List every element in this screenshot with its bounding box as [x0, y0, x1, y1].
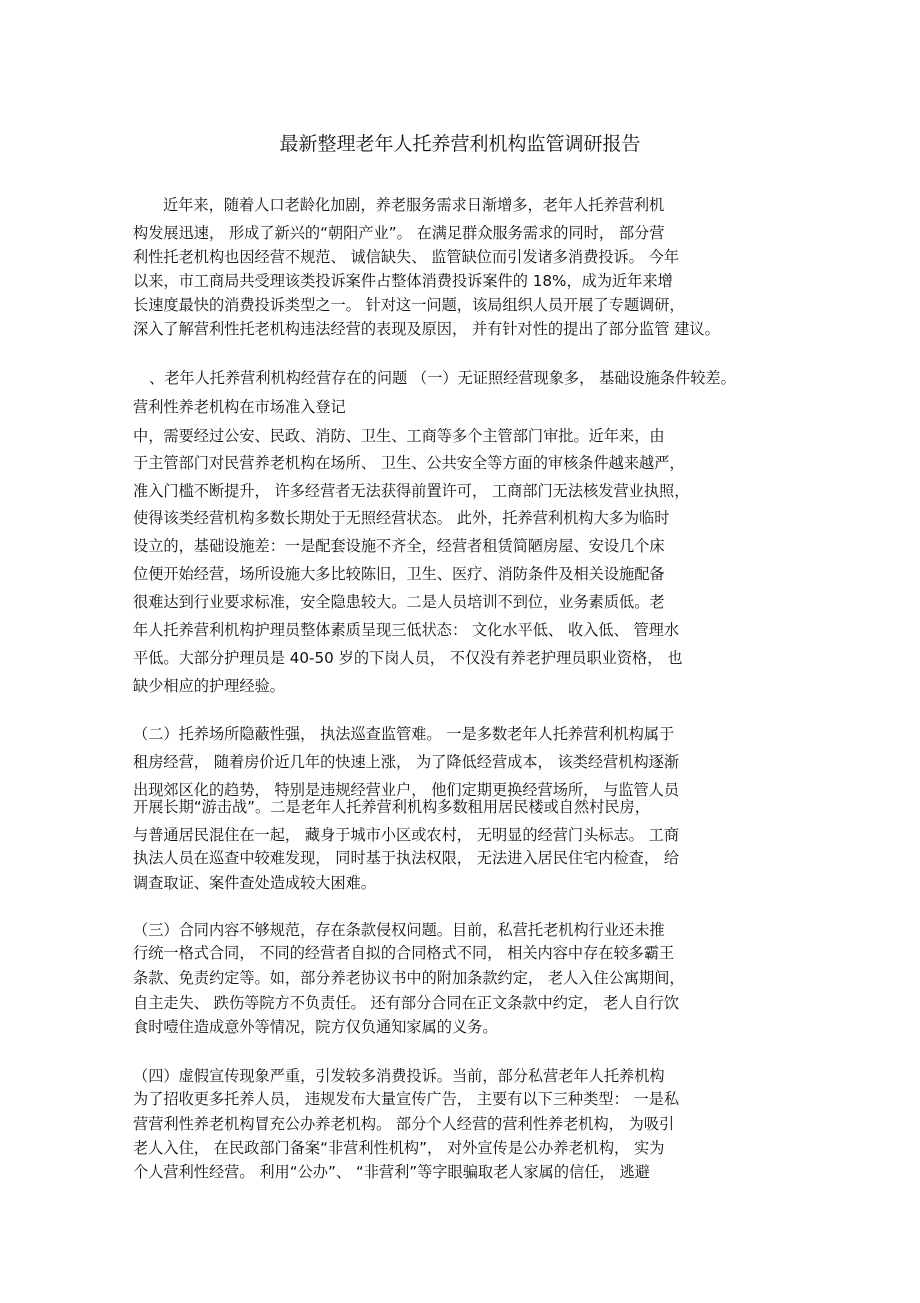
- intro-line: 长速度最快的消费投诉类型之一。 针对这一问题，该局组织人员开展了专题调研，: [133, 296, 685, 314]
- intro-line: 深入了解营利性托老机构违法经营的表现及原因， 并有针对性的提出了部分监管 建议。: [133, 320, 720, 338]
- body-line: 准入门槛不断提升， 许多经营者无法获得前置许可， 工商部门无法核发营业执照，: [133, 482, 690, 500]
- body-line: 出现郊区化的趋势， 特别是违规经营业户， 他们定期更换经营场所， 与监管人员: [133, 781, 680, 799]
- body-line: 自主走失、 跌伤等院方不负责任。 还有部分合同在正文条款中约定， 老人自行饮: [133, 994, 680, 1012]
- body-line: 使得该类经营机构多数长期处于无照经营状态。 此外，托养营利机构大多为临时: [133, 509, 670, 527]
- section-line: （四）虚假宣传现象严重，引发较多消费投诉。当前，部分私营老年人托养机构: [133, 1067, 665, 1085]
- intro-line: 利性托老机构也因经营不规范、 诚信缺失、 监管缺位而引发诸多消费投诉。 今年: [133, 248, 680, 266]
- body-line: 条款、免责约定等。如，部分养老协议书中的附加条款约定， 老人入住公寓期间，: [133, 969, 685, 987]
- body-line: 执法人员在巡查中较难发现， 同时基于执法权限， 无法进入居民住宅内检查， 给: [133, 849, 680, 867]
- body-line: 为了招收更多托养人员， 违规发布大量宣传广告， 主要有以下三种类型： 一是私: [133, 1090, 680, 1108]
- section-line: （二）托养场所隐蔽性强， 执法巡查监管难。 一是多数老年人托养营利机构属于: [133, 725, 675, 743]
- body-line: 平低。大部分护理员是 40-50 岁的下岗人员， 不仅没有养老护理员职业资格， 也: [133, 649, 683, 667]
- body-line: 食时噎住造成意外等情况，院方仅负通知家属的义务。: [133, 1018, 498, 1036]
- body-line: 营营利性养老机构冒充公办养老机构。 部分个人经营的营利性养老机构， 为吸引: [133, 1115, 675, 1133]
- body-line: 老人入住， 在民政部门备案“非营利性机构”， 对外宣传是公办养老机构， 实为: [133, 1139, 665, 1157]
- intro-line: 以来，市工商局共受理该类投诉案件占整体消费投诉案件的 18%，成为近年来增: [133, 272, 673, 290]
- body-line: 中，需要经过公安、民政、消防、卫生、工商等多个主管部门审批。近年来，由: [133, 427, 665, 445]
- body-line: 个人营利性经营。 利用“公办”、 “非营利”等字眼骗取老人家属的信任， 逃避: [133, 1163, 650, 1181]
- body-line: 营利性养老机构在市场准入登记: [133, 398, 346, 416]
- document-title: 最新整理老年人托养营利机构监管调研报告: [279, 133, 641, 155]
- body-line: 年人托养营利机构护理员整体素质呈现三低状态： 文化水平低、 收入低、 管理水: [133, 621, 680, 639]
- body-line: 开展长期“游击战”。二是老年人托养营利机构多数租用居民楼或自然村民房，: [133, 798, 650, 816]
- section-line: （三）合同内容不够规范，存在条款侵权问题。目前，私营托老机构行业还未推: [133, 921, 665, 939]
- intro-line: 近年来，随着人口老龄化加剧，养老服务需求日渐增多，老年人托养营利机: [163, 196, 665, 214]
- body-line: 于主管部门对民营养老机构在场所、 卫生、公共安全等方面的审核条件越来越严，: [133, 454, 685, 472]
- body-line: 与普通居民混住在一起， 藏身于城市小区或农村， 无明显的经营门头标志。 工商: [133, 826, 680, 844]
- body-line: 调查取证、案件查处造成较大困难。: [133, 874, 376, 892]
- body-line: 行统一格式合同， 不同的经营者自拟的合同格式不同， 相关内容中存在较多霸王: [133, 944, 675, 962]
- body-line: 缺少相应的护理经验。: [133, 677, 285, 695]
- intro-line: 构发展迅速， 形成了新兴的“朝阳产业”。 在满足群众服务需求的同时， 部分营: [133, 224, 665, 242]
- body-line: 位便开始经营，场所设施大多比较陈旧，卫生、医疗、消防条件及相关设施配备: [133, 565, 665, 583]
- body-line: 设立的，基础设施差：一是配套设施不齐全，经营者租赁简陋房屋、安设几个床: [133, 537, 665, 555]
- section-heading-line: 、老年人托养营利机构经营存在的问题 （一）无证照经营现象多， 基础设施条件较差。: [149, 369, 736, 387]
- body-line: 租房经营， 随着房价近几年的快速上涨， 为了降低经营成本， 该类经营机构逐渐: [133, 753, 680, 771]
- body-line: 很难达到行业要求标准，安全隐患较大。二是人员培训不到位，业务素质低。老: [133, 593, 665, 611]
